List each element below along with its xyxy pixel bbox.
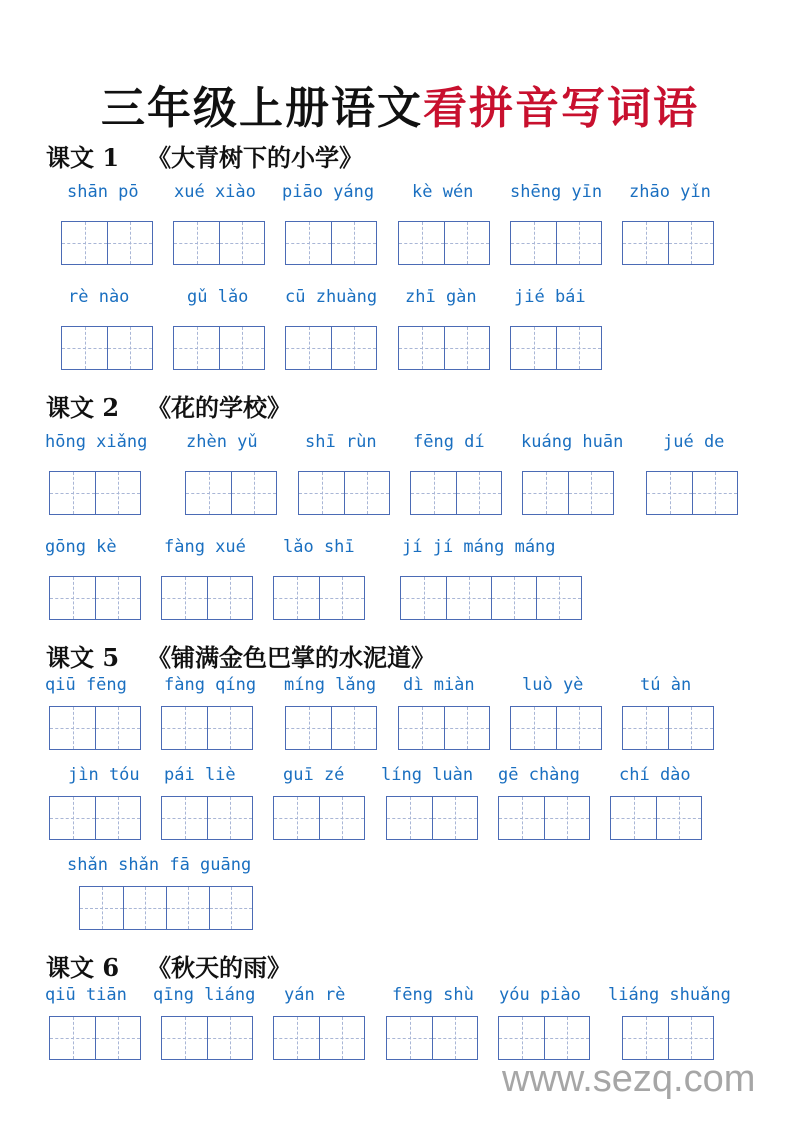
writing-grid[interactable] [161,796,253,840]
grid-cell[interactable] [444,327,489,369]
pinyin-word: gē chàng [498,765,580,785]
grid-cell[interactable] [319,577,364,619]
grid-cell[interactable] [387,797,432,839]
grid-cell[interactable] [219,327,264,369]
grid-cell[interactable] [207,1017,252,1059]
grid-cell[interactable] [286,222,331,264]
writing-grid[interactable] [273,576,365,620]
writing-grid[interactable] [498,796,590,840]
lesson-number: 课文 5 [46,643,120,672]
grid-cell[interactable] [444,222,489,264]
writing-grid[interactable] [173,326,265,370]
writing-grid[interactable] [273,796,365,840]
writing-grid[interactable] [285,221,377,265]
grid-cell[interactable] [50,707,95,749]
writing-grid[interactable] [622,1016,714,1060]
grid-cell[interactable] [647,472,692,514]
pinyin-word: yán rè [284,985,346,1005]
writing-grid[interactable] [386,796,478,840]
grid-cell[interactable] [123,887,166,929]
grid-cell[interactable] [319,1017,364,1059]
grid-cell[interactable] [95,577,140,619]
grid-cell[interactable] [286,327,331,369]
grid-cell[interactable] [668,1017,713,1059]
grid-cell[interactable] [319,797,364,839]
pinyin-word: hōng xiǎng [45,432,148,452]
grid-cell[interactable] [456,472,501,514]
grid-cell[interactable] [274,797,319,839]
writing-grid[interactable] [285,326,377,370]
lesson-title: 《大青树下的小学》 [147,143,364,172]
writing-grid[interactable] [400,576,582,620]
writing-grid[interactable] [161,576,253,620]
lesson-6-heading [46,948,291,983]
pinyin-word: gǔ lǎo [187,287,249,307]
grid-cell[interactable] [432,1017,477,1059]
grid-cell[interactable] [209,887,252,929]
title-red-part: 看拼音写词语 [423,83,699,134]
grid-cell[interactable] [411,472,456,514]
grid-cell[interactable] [207,797,252,839]
grid-cell[interactable] [80,887,123,929]
pinyin-word: jué de [663,432,725,452]
grid-cell[interactable] [623,707,668,749]
writing-grid[interactable] [510,221,602,265]
grid-cell[interactable] [162,1017,207,1059]
lesson-title: 《秋天的雨》 [147,953,292,982]
pinyin-word: kè wén [412,182,474,202]
title-black-part: 三年级上册语文 [101,83,423,134]
writing-grid[interactable] [173,221,265,265]
pinyin-word: pái liè [164,765,236,785]
writing-grid[interactable] [285,706,377,750]
lesson-1-heading [46,138,363,173]
writing-grid[interactable] [185,471,277,515]
grid-cell[interactable] [399,707,444,749]
pinyin-word: cū zhuàng [285,287,378,307]
grid-cell[interactable] [401,577,446,619]
grid-cell[interactable] [331,327,376,369]
grid-cell[interactable] [95,1017,140,1059]
grid-cell[interactable] [50,472,95,514]
pinyin-word: rè nào [68,287,130,307]
grid-cell[interactable] [568,472,613,514]
writing-grid[interactable] [49,796,141,840]
grid-cell[interactable] [286,707,331,749]
writing-grid[interactable] [410,471,502,515]
pinyin-word: jié bái [514,287,586,307]
grid-cell[interactable] [511,327,556,369]
grid-cell[interactable] [174,327,219,369]
writing-grid[interactable] [273,1016,365,1060]
writing-grid[interactable] [510,326,602,370]
grid-cell[interactable] [668,707,713,749]
grid-cell[interactable] [544,1017,589,1059]
pinyin-word: shǎn shǎn fā guāng [67,855,252,875]
grid-cell[interactable] [446,577,491,619]
pinyin-word: líng luàn [381,765,474,785]
writing-grid[interactable] [622,221,714,265]
grid-cell[interactable] [299,472,344,514]
pinyin-word: fàng xué [164,537,246,557]
pinyin-word: jí jí máng máng [402,537,556,557]
grid-cell[interactable] [107,222,152,264]
pinyin-word: shī rùn [305,432,377,452]
grid-cell[interactable] [611,797,656,839]
pinyin-word: luò yè [522,675,584,695]
grid-cell[interactable] [50,1017,95,1059]
grid-cell[interactable] [511,707,556,749]
writing-grid[interactable] [510,706,602,750]
pinyin-word: qīng liáng [153,985,256,1005]
pinyin-word: chí dào [619,765,691,785]
writing-grid[interactable] [161,706,253,750]
page-title [0,72,800,136]
grid-cell[interactable] [95,797,140,839]
pinyin-word: liáng shuǎng [608,985,731,1005]
grid-cell[interactable] [623,1017,668,1059]
grid-cell[interactable] [444,707,489,749]
writing-grid[interactable] [610,796,702,840]
grid-cell[interactable] [162,797,207,839]
grid-cell[interactable] [623,222,668,264]
grid-cell[interactable] [219,222,264,264]
pinyin-word: fēng shù [392,985,474,1005]
grid-cell[interactable] [536,577,581,619]
grid-cell[interactable] [556,707,601,749]
writing-grid[interactable] [522,471,614,515]
grid-cell[interactable] [556,327,601,369]
pinyin-word: zhèn yǔ [186,432,258,452]
writing-grid[interactable] [61,221,153,265]
writing-grid[interactable] [398,326,490,370]
pinyin-word: gōng kè [45,537,117,557]
writing-grid[interactable] [49,471,141,515]
grid-cell[interactable] [399,222,444,264]
grid-cell[interactable] [95,472,140,514]
grid-cell[interactable] [162,707,207,749]
writing-grid[interactable] [398,706,490,750]
pinyin-word: zhāo yǐn [629,182,711,202]
grid-cell[interactable] [107,327,152,369]
grid-cell[interactable] [166,887,209,929]
grid-cell[interactable] [544,797,589,839]
writing-grid[interactable] [646,471,738,515]
grid-cell[interactable] [668,222,713,264]
grid-cell[interactable] [174,222,219,264]
pinyin-word: qiū tiān [45,985,127,1005]
grid-cell[interactable] [499,1017,544,1059]
pinyin-word: guī zé [283,765,345,785]
pinyin-word: piāo yáng [282,182,375,202]
grid-cell[interactable] [274,577,319,619]
grid-cell[interactable] [499,797,544,839]
pinyin-word: kuáng huān [521,432,624,452]
grid-cell[interactable] [387,1017,432,1059]
grid-cell[interactable] [511,222,556,264]
pinyin-word: shān pō [67,182,139,202]
lesson-2-heading [46,388,291,423]
lesson-number: 课文 1 [46,143,120,172]
grid-cell[interactable] [62,222,107,264]
grid-cell[interactable] [207,707,252,749]
grid-cell[interactable] [162,577,207,619]
grid-cell[interactable] [692,472,737,514]
grid-cell[interactable] [331,707,376,749]
writing-grid[interactable] [298,471,390,515]
pinyin-word: dì miàn [403,675,475,695]
writing-grid[interactable] [398,221,490,265]
pinyin-word: lǎo shī [283,537,355,557]
writing-grid[interactable] [161,1016,253,1060]
grid-cell[interactable] [432,797,477,839]
grid-cell[interactable] [207,577,252,619]
grid-cell[interactable] [556,222,601,264]
lesson-5-heading [46,638,435,673]
lesson-number: 课文 2 [46,393,120,422]
grid-cell[interactable] [50,797,95,839]
grid-cell[interactable] [50,577,95,619]
grid-cell[interactable] [274,1017,319,1059]
grid-cell[interactable] [523,472,568,514]
grid-cell[interactable] [95,707,140,749]
pinyin-word: qiū fēng [45,675,127,695]
pinyin-word: jìn tóu [68,765,140,785]
grid-cell[interactable] [186,472,231,514]
lesson-title: 《铺满金色巴掌的水泥道》 [147,643,436,672]
writing-grid[interactable] [622,706,714,750]
grid-cell[interactable] [344,472,389,514]
pinyin-word: fàng qíng [164,675,257,695]
grid-cell[interactable] [231,472,276,514]
writing-grid[interactable] [49,1016,141,1060]
pinyin-word: tú àn [640,675,692,695]
writing-grid[interactable] [79,886,253,930]
lesson-number: 课文 6 [46,953,120,982]
pinyin-word: yóu piào [499,985,581,1005]
writing-grid[interactable] [498,1016,590,1060]
writing-grid[interactable] [386,1016,478,1060]
writing-grid[interactable] [49,706,141,750]
grid-cell[interactable] [62,327,107,369]
pinyin-word: xué xiào [174,182,256,202]
pinyin-word: fēng dí [413,432,485,452]
grid-cell[interactable] [491,577,536,619]
pinyin-word: míng lǎng [284,675,377,695]
grid-cell[interactable] [656,797,701,839]
pinyin-word: shēng yīn [510,182,603,202]
grid-cell[interactable] [331,222,376,264]
writing-grid[interactable] [61,326,153,370]
pinyin-word: zhī gàn [405,287,477,307]
watermark: www.sezq.com [502,1058,756,1100]
writing-grid[interactable] [49,576,141,620]
lesson-title: 《花的学校》 [147,393,292,422]
grid-cell[interactable] [399,327,444,369]
